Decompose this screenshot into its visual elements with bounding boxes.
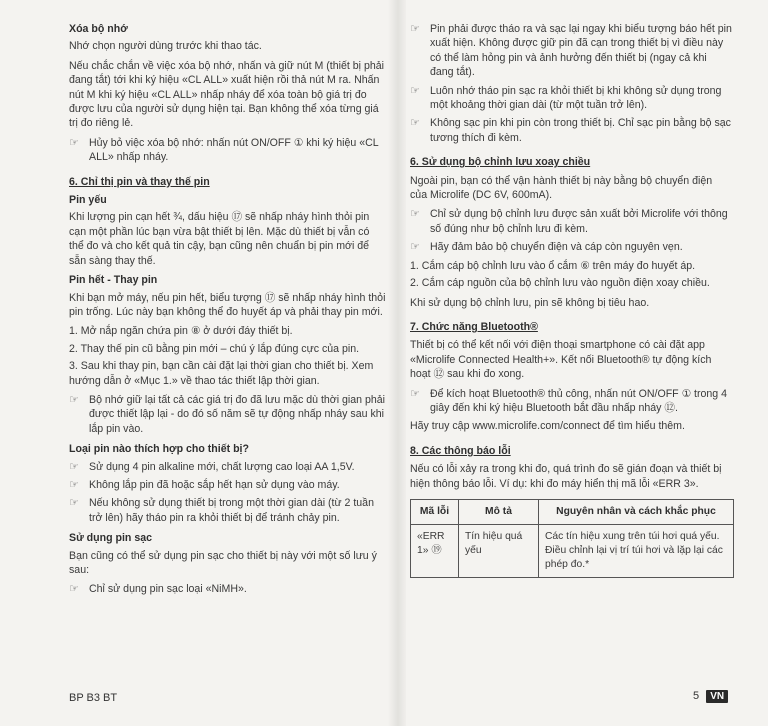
battery-type-note	[69, 460, 387, 474]
note-text: Không sạc pin khi pin còn trong thiết bị. Chỉ sạc pin bằng bộ sạc tương thích đi kèm.	[430, 117, 731, 144]
language-badge: VN	[706, 690, 728, 703]
note-text: Hủy bỏ việc xóa bộ nhớ: nhấn nút ON/OFF ① khi ký hiệu «CL ALL» nhấp nháy.	[89, 136, 379, 164]
pointing-hand-icon: ☞	[410, 241, 420, 254]
rechargeable-note	[69, 582, 387, 596]
clear-memory-text-1: Nhớ chọn người dùng trước khi thao tác.	[69, 40, 262, 53]
adapter-note	[410, 207, 732, 236]
low-battery-text: Khi lượng pin cạn hết ¾, dấu hiệu ⑰ sẽ nhấp nháy hình thỏi pin cạn một phần lúc bạn vừa bật thiết bị lên. Mặc dù thiết bị vẫn có thể đo và cho kết quả tin cậy, bạn cũng nên chuẩn bị pin mới để sẵn sàng thay thế.	[69, 211, 370, 267]
note-text: Hãy đảm bảo bộ chuyển điện và cáp còn nguyên vẹn.	[430, 241, 683, 254]
clear-memory-text-2: Nếu chắc chắn về việc xóa bộ nhớ, nhấn và giữ nút M (thiết bị phải đang tắt) tới khi ký hiệu «CL ALL» xuất hiện rồi thả nút M ra. Nhấn nút M khi ký hiệu «CL ALL» nhấp nháy để xóa toàn bộ giá trị đo được lưu của người sử dụng hiện tại. Bạn không thể xóa từng giá trị đo riêng lẻ.	[69, 59, 384, 130]
error-code-cell: «ERR 1» ⑲	[411, 524, 459, 577]
right-column	[410, 22, 732, 578]
pointing-hand-icon: ☞	[69, 497, 79, 510]
battery-type-note	[69, 496, 387, 525]
section-7-heading: 7. Chức năng Bluetooth®	[410, 320, 538, 333]
pointing-hand-icon: ☞	[69, 393, 79, 406]
step-item: 1. Mở nắp ngăn chứa pin ⑧ ở dưới đáy thiết bị.	[69, 325, 293, 338]
rechargeable-note	[410, 22, 732, 80]
pointing-hand-icon: ☞	[410, 84, 420, 97]
section-8-heading: 8. Các thông báo lỗi	[410, 444, 511, 457]
rechargeable-heading: Sử dụng pin sạc	[69, 532, 153, 545]
low-battery-heading: Pin yếu	[69, 194, 107, 207]
note-text: Chỉ sử dụng bộ chỉnh lưu được sản xuất bởi Microlife với thông số đúng như bộ chỉnh lưu đi kèm.	[430, 208, 728, 235]
pointing-hand-icon: ☞	[410, 208, 420, 221]
section-6-adapter-heading: 6. Sử dụng bộ chỉnh lưu xoay chiều	[410, 156, 591, 169]
pointing-hand-icon: ☞	[410, 23, 420, 35]
note-text: Bộ nhớ giữ lại tất cả các giá trị đo đã lưu mặc dù thời gian phải được thiết lập lại - do đó số năm sẽ tự động nhấp nháy sau khi lắp pin vào.	[89, 393, 386, 435]
pointing-hand-icon: ☞	[410, 387, 420, 400]
error-description-cell: Tín hiệu quá yếu	[459, 524, 539, 577]
page-number: 5	[693, 690, 700, 702]
note-text: Để kích hoạt Bluetooth® thủ công, nhấn nút ON/OFF ① trong 4 giây đến khi ký hiệu Bluetooth bắt đầu nhấp nháy ⑫.	[430, 387, 728, 414]
table-header-row	[411, 499, 734, 524]
step-item: 2. Thay thế pin cũ bằng pin mới – chú ý lắp đúng cực của pin.	[69, 342, 360, 355]
error-intro-text: Nếu có lỗi xảy ra trong khi đo, quá trình đo sẽ gián đoạn và thiết bị hiện thông báo lỗi. Ví dụ: khi đo máy hiển thị mã lỗi «ERR 3».	[410, 463, 722, 490]
table-header-cell: Mã lỗi	[411, 499, 459, 524]
flat-battery-heading: Pin hết - Thay pin	[69, 274, 158, 287]
table-row	[411, 524, 734, 577]
pointing-hand-icon: ☞	[69, 478, 79, 491]
model-label: BP B3 BT	[69, 692, 118, 704]
memory-retained-note	[69, 393, 387, 436]
bluetooth-link-text: Hãy truy cập www.microlife.com/connect để tìm hiểu thêm.	[410, 420, 685, 433]
error-remedy-cell: Các tín hiệu xung trên túi hơi quá yếu. Điều chỉnh lại vị trí túi hơi và lặp lại các phép đo.*	[539, 524, 734, 577]
note-text: Không lắp pin đã hoặc sắp hết hạn sử dụng vào máy.	[89, 478, 340, 491]
battery-type-heading: Loại pin nào thích hợp cho thiết bị?	[69, 443, 249, 456]
rechargeable-note	[410, 84, 732, 113]
error-table	[410, 499, 734, 578]
note-text: Nếu không sử dụng thiết bị trong một thời gian dài (từ 2 tuần trở lên) hãy tháo pin ra khỏi thiết bị để tránh chảy pin.	[89, 497, 374, 524]
note-text: Chỉ sử dụng pin sạc loại «NiMH».	[89, 583, 247, 596]
pointing-hand-icon: ☞	[69, 583, 79, 596]
left-column	[69, 22, 387, 601]
rechargeable-note	[410, 116, 732, 145]
pointing-hand-icon: ☞	[69, 460, 79, 473]
adapter-note	[410, 240, 732, 254]
flat-battery-text: Khi bạn mở máy, nếu pin hết, biểu tượng ⑰ sẽ nhấp nháy hình thỏi pin trống. Lúc này bạn không thể đo huyết áp và phải thay pin mới.	[69, 291, 386, 318]
adapter-text: Ngoài pin, bạn có thể vận hành thiết bị này bằng bộ chuyển điện của Microlife (DC 6V, 600mA).	[410, 174, 713, 202]
note-text: Pin phải được tháo ra và sạc lại ngay khi biểu tượng báo hết pin xuất hiện. Không được giữ pin đã cạn trong thiết bị vì điều này có thể làm hỏng pin và ảnh hưởng đến thiết bị (ngay cả khi đang tắt).	[430, 23, 732, 79]
adapter-steps	[410, 259, 732, 291]
bluetooth-text: Thiết bị có thể kết nối với điện thoại smartphone có cài đặt app «Microlife Connected Health+». Kết nối Bluetooth® tự động kích hoạt ⑫ sau khi đo xong.	[410, 339, 712, 381]
table-header-cell: Nguyên nhân và cách khắc phục	[539, 499, 734, 524]
adapter-after-text: Khi sử dụng bộ chỉnh lưu, pin sẽ không bị tiêu hao.	[410, 296, 650, 309]
battery-type-note	[69, 478, 387, 492]
bluetooth-note	[410, 387, 732, 416]
note-text: Luôn nhớ tháo pin sạc ra khỏi thiết bị khi không sử dụng trong một khoảng thời gian dài (từ một tuần trở lên).	[430, 84, 722, 112]
clear-memory-heading: Xóa bộ nhớ	[69, 23, 128, 35]
rechargeable-text: Bạn cũng có thể sử dụng pin sạc cho thiết bị này với một số lưu ý sau:	[69, 549, 377, 576]
step-item: 3. Sau khi thay pin, bạn cần cài đặt lại thời gian cho thiết bị. Xem hướng dẫn ở «Mục 1.» về thao tác thiết lập thời gian.	[69, 360, 374, 387]
pointing-hand-icon: ☞	[69, 136, 79, 149]
replace-steps	[69, 324, 387, 388]
step-item: 1. Cắm cáp bộ chỉnh lưu vào ổ cắm ⑥ trên máy đo huyết áp.	[410, 259, 696, 272]
note-text: Sử dụng 4 pin alkaline mới, chất lượng cao loại AA 1,5V.	[89, 460, 355, 473]
table-header-cell: Mô tả	[459, 499, 539, 524]
pointing-hand-icon: ☞	[410, 117, 420, 130]
step-item: 2. Cắm cáp nguồn của bộ chỉnh lưu vào nguồn điện xoay chiều.	[410, 277, 710, 290]
section-6-heading: 6. Chỉ thị pin và thay thế pin	[69, 175, 210, 188]
page-fold	[388, 0, 406, 726]
clear-memory-note	[69, 136, 387, 165]
page-number-area	[693, 690, 728, 703]
